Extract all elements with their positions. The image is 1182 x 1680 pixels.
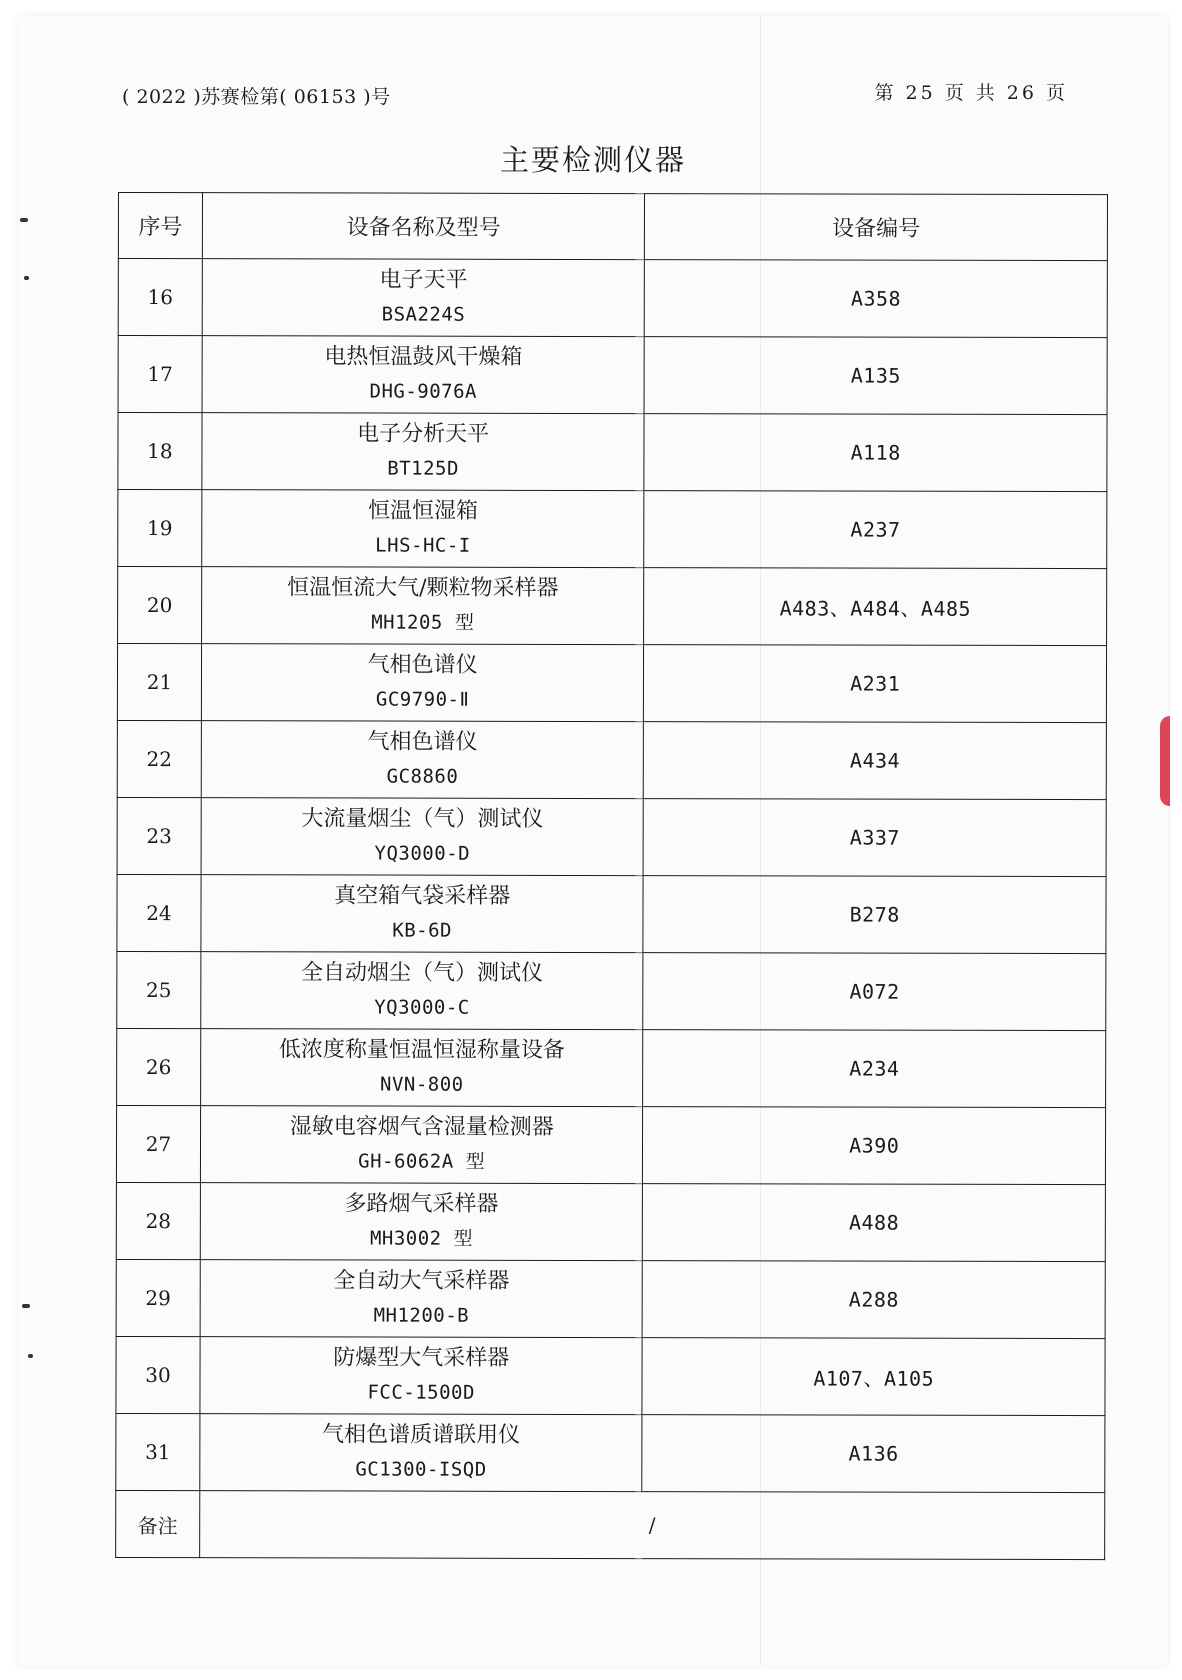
equipment-model: LHS-HC-I [375,534,471,557]
table-row [117,1028,1106,1107]
table-row [118,413,1107,492]
scan-mark [22,1304,30,1308]
table-row [118,490,1107,569]
row-seq: 28 [116,1182,200,1259]
remark-label: 备注 [116,1490,200,1557]
scan-mark [28,1354,33,1358]
row-equipment-id: A483、A484、A485 [644,568,1107,646]
row-seq: 16 [118,259,202,336]
equipment-name: 气相色谱仪 [367,729,478,755]
row-equipment-id: A288 [643,1261,1106,1339]
equipment-model: GC8860 [386,765,459,788]
row-seq: 30 [116,1336,200,1413]
equipment-name: 防爆型大气采样器 [333,1345,510,1371]
row-seq: 23 [117,797,201,874]
table-row [118,336,1107,415]
equipment-name: 低浓度称量恒温恒湿称量设备 [278,1037,565,1063]
equipment-model: YQ3000-C [374,996,470,1019]
row-seq: 21 [117,644,201,721]
table-row [117,797,1106,876]
table-body [116,259,1108,1560]
row-equipment [201,1029,644,1107]
scan-mark [24,276,29,280]
header-name: 设备名称及型号 [202,193,645,260]
equipment-model: BSA224S [381,303,466,326]
remark-row [116,1490,1105,1559]
equipment-name: 气相色谱质谱联用仪 [322,1422,521,1448]
row-equipment-id: A234 [643,1030,1106,1108]
row-equipment [200,1183,643,1261]
table-row [116,1413,1105,1492]
equipment-name: 真空箱气袋采样器 [334,883,511,909]
row-equipment [202,413,645,491]
page-info: 第 25 页 共 26 页 [874,82,1068,104]
instruments-table [115,192,1108,1560]
page-title: 主要检测仪器 [499,143,686,177]
equipment-name: 电子分析天平 [357,421,490,447]
report-number: ( 2022 )苏赛检第( 06153 )号 [122,86,391,108]
equipment-model: MH1200-B [373,1304,470,1327]
row-equipment [202,336,645,414]
header-seq: 序号 [118,193,202,259]
equipment-name: 恒温恒流大气/颗粒物采样器 [287,575,559,601]
table-row [116,1336,1105,1415]
row-seq: 27 [116,1105,200,1182]
row-equipment [200,1106,643,1184]
equipment-name: 多路烟气采样器 [344,1191,499,1217]
row-seq: 25 [117,951,201,1028]
row-seq: 29 [116,1259,200,1336]
row-equipment-id: A434 [644,722,1107,800]
row-equipment [201,798,644,876]
equipment-name: 气相色谱仪 [367,652,478,678]
row-equipment [202,490,645,568]
row-equipment [201,875,644,953]
table-row [117,644,1106,723]
row-equipment [201,567,644,645]
row-equipment [200,1260,643,1338]
table-row [117,951,1106,1030]
row-equipment-id: A231 [644,645,1107,723]
row-equipment-id: B278 [643,876,1106,954]
equipment-model: MH3002 型 [369,1227,474,1250]
row-equipment [202,259,645,337]
row-equipment-id: A107、A105 [642,1338,1105,1416]
row-equipment [201,721,644,799]
row-equipment [201,644,644,722]
row-equipment-id: A488 [643,1184,1106,1262]
row-equipment [200,1414,643,1492]
equipment-model: GH-6062A 型 [358,1150,486,1173]
row-equipment-id: A337 [644,799,1107,877]
equipment-model: FCC-1500D [367,1381,475,1404]
table-row [116,1259,1105,1338]
row-seq: 22 [117,720,201,797]
equipment-model: DHG-9076A [369,380,478,403]
table-header-row [118,193,1107,261]
row-seq: 19 [118,490,202,567]
scan-mark [20,218,28,222]
equipment-name: 恒温恒湿箱 [367,498,479,524]
stamp-edge [1160,716,1170,806]
remark-value: / [200,1491,1105,1560]
header-id: 设备编号 [645,194,1108,261]
equipment-model: GC1300-ISQD [355,1458,487,1481]
equipment-model: GC9790-Ⅱ [375,688,470,711]
equipment-model: KB-6D [392,919,453,942]
row-equipment [201,952,644,1030]
row-seq: 17 [118,336,202,413]
equipment-name: 电子天平 [379,267,468,293]
row-seq: 31 [116,1413,200,1490]
equipment-model: BT125D [387,457,459,480]
row-equipment-id: A135 [645,337,1108,415]
table-row [116,1105,1105,1184]
equipment-name: 电热恒温鼓风干燥箱 [324,344,523,370]
equipment-name: 大流量烟尘（气）测试仪 [301,806,544,832]
equipment-name: 湿敏电容烟气含湿量检测器 [289,1114,554,1140]
document-page [18,16,1168,1666]
row-equipment-id: A072 [643,953,1106,1031]
row-seq: 26 [117,1028,201,1105]
row-equipment-id: A390 [643,1107,1106,1185]
row-equipment-id: A358 [645,260,1108,338]
equipment-model: MH1205 型 [371,611,475,634]
equipment-model: NVN-800 [380,1073,464,1096]
equipment-name: 全自动大气采样器 [333,1268,510,1294]
row-seq: 20 [118,567,202,644]
table-row [117,720,1106,799]
row-equipment [200,1337,643,1415]
row-seq: 24 [117,874,201,951]
table-row [117,874,1106,953]
equipment-model: YQ3000-D [374,842,471,865]
table-row [116,1182,1105,1261]
table-row [118,259,1107,338]
row-equipment-id: A237 [644,491,1107,569]
table-row [118,567,1107,646]
row-equipment-id: A118 [644,414,1107,492]
row-equipment-id: A136 [642,1415,1105,1493]
equipment-name: 全自动烟尘（气）测试仪 [301,960,544,986]
row-seq: 18 [118,413,202,490]
